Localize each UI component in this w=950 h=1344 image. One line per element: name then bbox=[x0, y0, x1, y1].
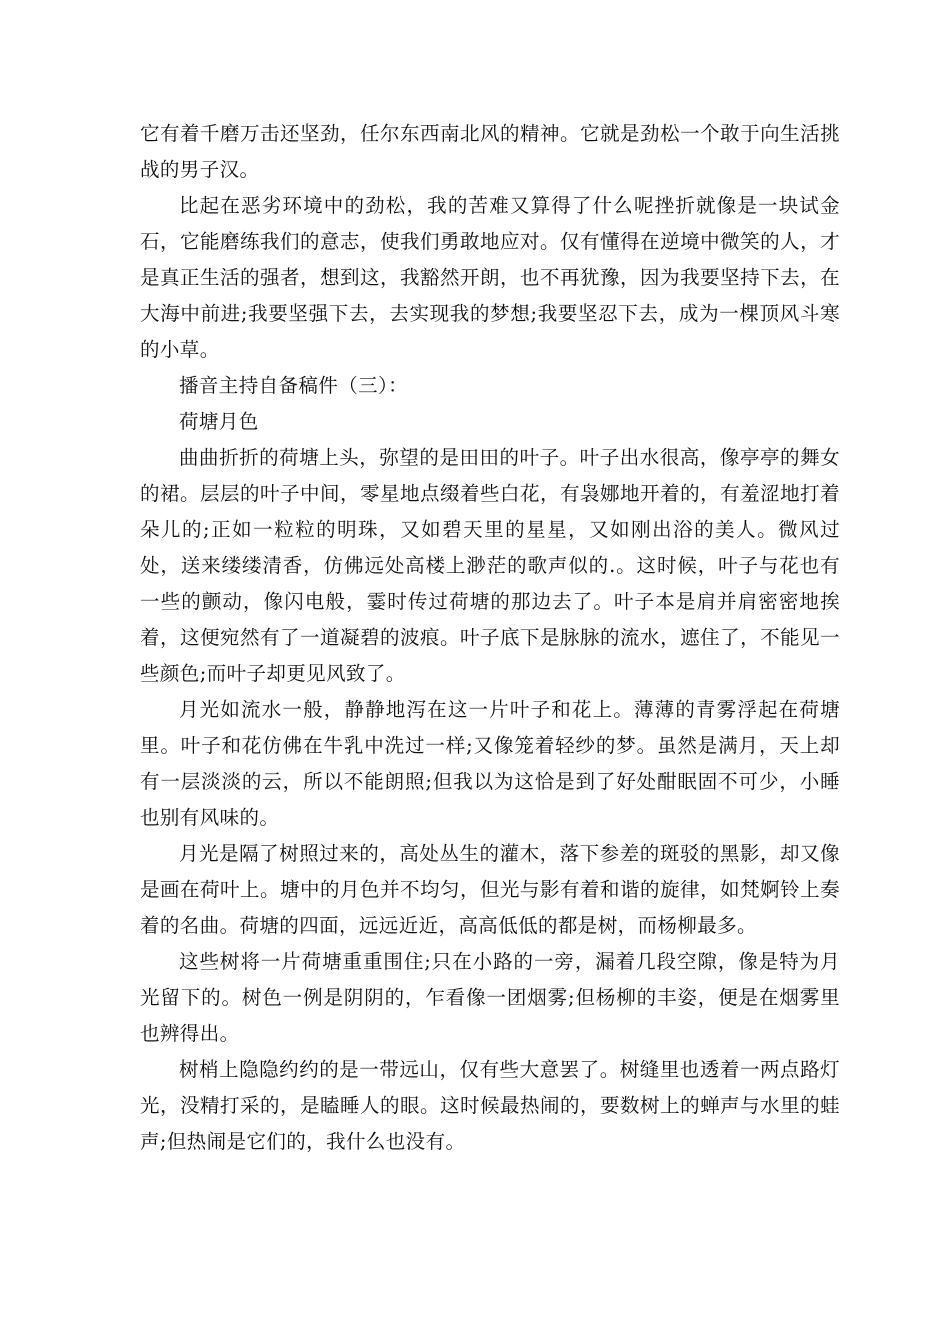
paragraph-2: 比起在恶劣环境中的劲松，我的苦难又算得了什么呢挫折就像是一块试金石，它能磨练我们的意志，使我们勇敢地应对。仅有懂得在逆境中微笑的人，才是真正生活的强者，想到这，我豁然开朗，也不再犹豫，因为我要坚持下去，在大海中前进;我要坚强下去，去实现我的梦想;我要坚忍下去，成为一棵顶风斗寒的小草。 bbox=[140, 194, 840, 361]
paragraph-1: 它有着千磨万击还坚劲，任尔东西南北风的精神。它就是劲松一个敢于向生活挑战的男子汉。 bbox=[140, 122, 840, 181]
paragraph-4: 月光如流水一般，静静地泻在这一片叶子和花上。薄薄的青雾浮起在荷塘里。叶子和花仿佛在牛乳中洗过一样;又像笼着轻纱的梦。虽然是满月，天上却有一层淡淡的云，所以不能朗照;但我以为这恰是到了好处酣眠固不可少，小睡也别有风味的。 bbox=[140, 698, 840, 829]
paragraph-7: 树梢上隐隐约约的是一带远山，仅有些大意罢了。树缝里也透着一两点路灯光，没精打采的，是瞌睡人的眼。这时候最热闹的，要数树上的蝉声与水里的蛙声;但热闹是它们的，我什么也没有。 bbox=[140, 1058, 840, 1153]
article-title: 荷塘月色 bbox=[179, 410, 259, 433]
section-heading: 播音主持自备稿件（三）： bbox=[179, 374, 409, 397]
document-body bbox=[140, 116, 840, 1160]
paragraph-3: 曲曲折折的荷塘上头，弥望的是田田的叶子。叶子出水很高，像亭亭的舞女的裙。层层的叶子中间，零星地点缀着些白花，有袅娜地开着的，有羞涩地打着朵儿的;正如一粒粒的明珠，又如碧天里的星星，又如刚出浴的美人。微风过处，送来缕缕清香，仿佛远处高楼上渺茫的歌声似的.。这时候，叶子与花也有一些的颤动，像闪电般，霎时传过荷塘的那边去了。叶子本是肩并肩密密地挨着，这便宛然有了一道凝碧的波痕。叶子底下是脉脉的流水，遮住了，不能见一些颜色;而叶子却更见风致了。 bbox=[140, 446, 840, 685]
paragraph-5: 月光是隔了树照过来的，高处丛生的灌木，落下参差的斑驳的黑影，却又像是画在荷叶上。塘中的月色并不均匀，但光与影有着和谐的旋律，如梵婀铃上奏着的名曲。荷塘的四面，远远近近，高高低低的都是树，而杨柳最多。 bbox=[140, 842, 840, 937]
paragraph-6: 这些树将一片荷塘重重围住;只在小路的一旁，漏着几段空隙，像是特为月光留下的。树色一例是阴阴的，乍看像一团烟雾;但杨柳的丰姿，便是在烟雾里也辨得出。 bbox=[140, 950, 840, 1045]
